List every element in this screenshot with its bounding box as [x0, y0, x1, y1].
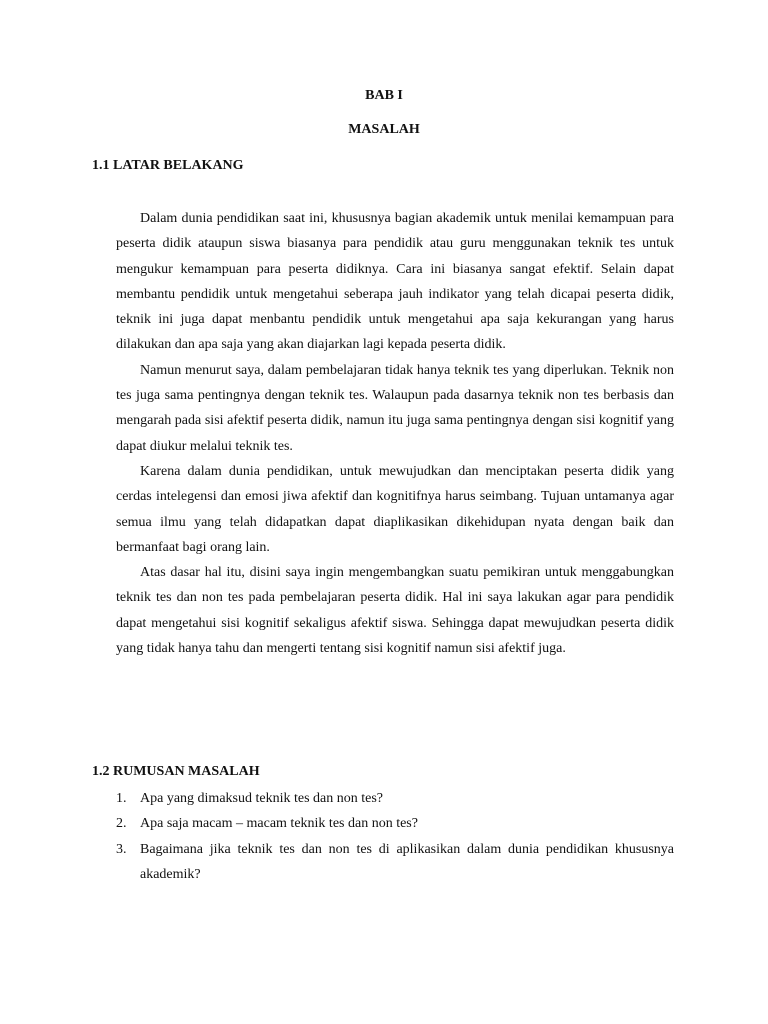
paragraph: Karena dalam dunia pendidikan, untuk mewujudkan dan menciptakan peserta didik yang cerdas intelegensi dan emosi jiwa afektif dan kognitifnya harus seimbang. Tujuan untamanya agar semua ilmu yang telah didapatkan dapat diaplikasikan dikehidupan nyata dengan baik dan bermanfaat bagi orang lain. — [116, 463, 674, 555]
section-heading-latar-belakang: 1.1 LATAR BELAKANG — [92, 158, 244, 173]
list-item-number: 3. — [116, 841, 127, 857]
paragraph: Atas dasar hal itu, disini saya ingin mengembangkan suatu pemikiran untuk menggabungkan teknik tes dan non tes pada pembelajaran peserta didik. Hal ini saya lakukan agar para pendidik dapat mengetahui sisi kognitif sekaligus afektif siswa. Sehingga dapat mewujudkan peserta didik yang tidak hanya tahu dan mengerti tentang sisi kognitif namun sisi afektif juga. — [116, 565, 674, 657]
paragraph: Namun menurut saya, dalam pembelajaran tidak hanya teknik tes yang diperlukan. Teknik non tes juga sama pentingnya dengan teknik tes. Walaupun pada dasarnya teknik non tes berbasis dan mengarah pada sisi afektif peserta didik, namun itu juga sama pentingnya dengan sisi kognitif yang dapat diukur melalui teknik tes. — [116, 362, 674, 454]
list-item-text: Bagaimana jika teknik tes dan non tes di aplikasikan dalam dunia pendidikan khususnya akademik? — [140, 841, 674, 882]
chapter-title: MASALAH — [348, 122, 420, 137]
question-list — [116, 786, 674, 887]
list-item-number: 1. — [116, 791, 127, 806]
paragraph: Dalam dunia pendidikan saat ini, khususnya bagian akademik untuk menilai kemampuan para peserta didik ataupun siswa biasanya para pendidik atau guru menggunakan teknik tes untuk mengukur kemampuan para peserta didiknya. Cara ini biasanya sangat efektif. Selain dapat membantu pendidik untuk mengetahui seberapa jauh indikator yang telah dicapai peserta didik, teknik ini juga dapat menbantu pendidik untuk mengetahui apa saja kekurangan yang harus dilakukan dan apa saja yang akan diajarkan lagi kepada peserta didik. — [116, 211, 674, 353]
list-item — [116, 811, 674, 836]
latar-belakang-body — [116, 206, 674, 661]
list-item-text: Apa yang dimaksud teknik tes dan non tes? — [140, 791, 384, 806]
list-item-number: 2. — [116, 816, 127, 832]
list-item — [116, 837, 674, 888]
section-heading-rumusan-masalah: 1.2 RUMUSAN MASALAH — [92, 764, 260, 779]
chapter-number: BAB I — [365, 88, 403, 103]
list-item — [116, 786, 674, 811]
list-item-text: Apa saja macam – macam teknik tes dan non tes? — [140, 816, 418, 832]
